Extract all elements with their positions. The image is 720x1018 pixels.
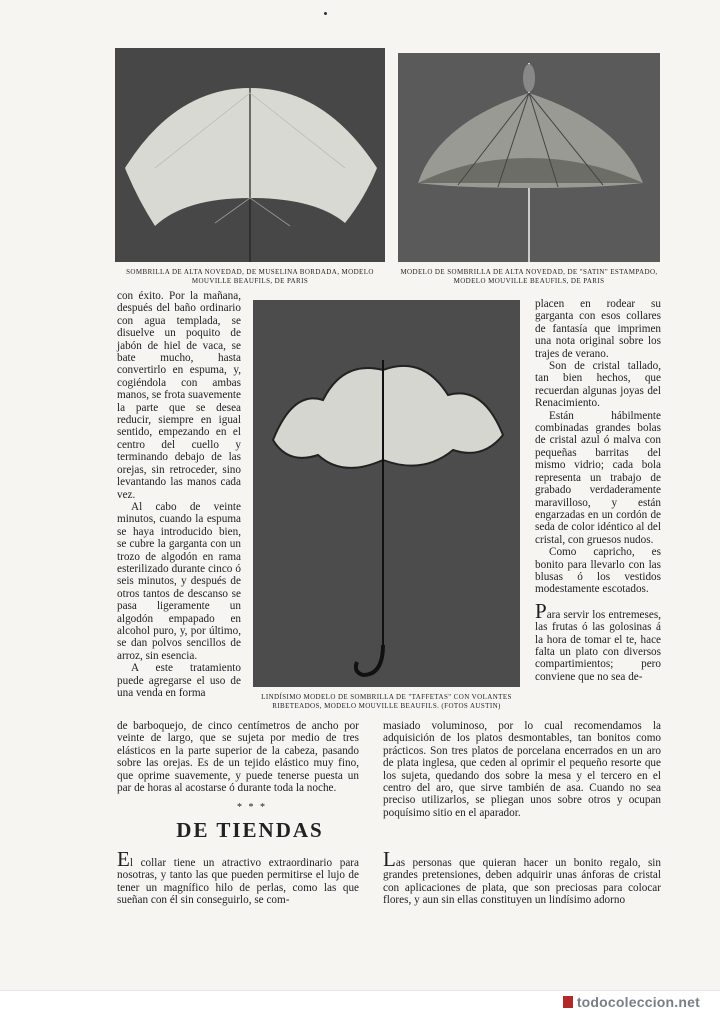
section-right-text xyxy=(383,847,661,907)
photo-muslin-parasol xyxy=(115,48,385,262)
left-column-continuation xyxy=(117,720,359,794)
left-column-text xyxy=(117,290,241,699)
paragraph: con éxito. Por la mañana, después del baño ordinario con agua templada, se disuelve un poquito de jabón de hiel de vaca, se bate mucho, hasta convertirlo en espuma, y, cogiéndola con ambas manos, se frota suavemente la parte que se desea reducir, siempre en igual sentido, empezando en el centro del cuello y terminando debajo de las orejas, sin retroceder, sino levantando las manos cada vez. xyxy=(117,290,241,501)
drop-cap: E xyxy=(117,847,130,871)
footer-bar xyxy=(0,990,720,1018)
section-ornament: * * * xyxy=(237,802,267,813)
paragraph: El collar tiene un atractivo extraordinario para nosotras, y tanto las que pueden permitirse el lujo de tener un magnífico hilo de perlas, como las que sueñan con él sin conseguirlo, se com- xyxy=(117,847,359,907)
paragraph: Como capricho, es bonito para llevarlo con las blusas ó los vestidos modestamente escotados. xyxy=(535,546,661,596)
caption-photo2: MODELO DE SOMBRILLA DE ALTA NOVEDAD, DE "SATIN" ESTAMPADO, MODELO MOUVILLE BEAUFILS, DE PARIS xyxy=(400,268,658,285)
paragraph: de barboquejo, de cinco centímetros de ancho por veinte de largo, que se sujeta por medio de tres elásticos en la parte superior de la cabeza, pasando sobre las orejas. Es de un tejido elástico muy fino, que oprime suavemente, y puede tenerse puesta un par de horas al acostarse ó durante toda la noche. xyxy=(117,720,359,795)
drop-cap: L xyxy=(383,847,396,871)
paragraph: A este tratamiento puede agregarse el uso de una venda en forma xyxy=(117,662,241,699)
paragraph: Para servir los entremeses, las frutas ó las golosinas á la hora de tomar el te, hace falta un plato con diversos compartimientos; pero conviene que no sea de- xyxy=(535,598,661,683)
watermark-logo-icon xyxy=(563,996,573,1008)
section-left-text xyxy=(117,847,359,907)
section-heading: DE TIENDAS xyxy=(176,818,324,842)
paragraph: Al cabo de veinte minutos, cuando la espuma se haya introducido bien, se cubre la garganta con un trozo de algodón en rama esterilizado durante cinco ó seis minutos, y después de otros tantos de descanso se pasa ligeramente un algodón empapado en alcohol puro, y, por último, se dan polvos sencillos de arroz, sin esencia. xyxy=(117,500,241,662)
photo-taffeta-parasol xyxy=(253,300,520,687)
satin-parasol-image xyxy=(398,53,660,262)
muslin-parasol-image xyxy=(115,48,385,262)
paragraph: Las personas que quieran hacer un bonito regalo, sin grandes pretensiones, deben adquirir unas ánforas de cristal con aplicaciones de plata, que son preciosas para colocar flores, y aun sin ellas constituyen un lindísimo adorno xyxy=(383,847,661,907)
photo-satin-parasol xyxy=(398,53,660,262)
caption-photo3: LINDÍSIMO MODELO DE SOMBRILLA DE "TAFFETAS" CON VOLANTES RIBETEADOS, MODELO MOUVILLE BEAUFILS. (FOTOS AUSTIN) xyxy=(261,693,512,710)
paragraph: Son de cristal tallado, tan bien hechos, que recuerdan algunas joyas del Renacimiento. xyxy=(535,360,661,410)
paragraph: placen en rodear su garganta con esos collares de fantasía que imprimen una nota original sobre los trajes de verano. xyxy=(535,298,661,360)
paragraph: masiado voluminoso, por lo cual recomendamos la adquisición de los platos desmontables, tan bonitos como prácticos. Son tres platos de porcelana encerrados en un aro de plata inglesa, que ceden al oprimir el pequeño resorte que los sujeta, quedando dos sobre la mesa y el tercero en el centro del aro, que sirve también de asa. Cuando no sea preciso utilizarlos, se pliegan unos sobre otros y ocupan poquísimo sitio en el aparador. xyxy=(383,720,661,819)
paragraph: Están hábilmente combinadas grandes bolas de cristal azul ó malva con pequeñas barritas del mismo vidrio; cada bola representa un trabajo de grabado verdaderamente maravilloso, y están engarzadas en un cordón de seda de color idéntico al del cristal, con gruesos nudos. xyxy=(535,409,661,546)
caption-photo1: SOMBRILLA DE ALTA NOVEDAD, DE MUSELINA BORDADA, MODELO MOUVILLE BEAUFILS, DE PARIS xyxy=(126,268,374,285)
right-column-text xyxy=(535,298,661,683)
right-column-continuation xyxy=(383,720,661,819)
watermark: todocoleccion.net xyxy=(563,994,700,1010)
print-speck xyxy=(324,12,327,15)
taffeta-parasol-image xyxy=(253,300,520,687)
drop-cap: P xyxy=(535,598,547,623)
